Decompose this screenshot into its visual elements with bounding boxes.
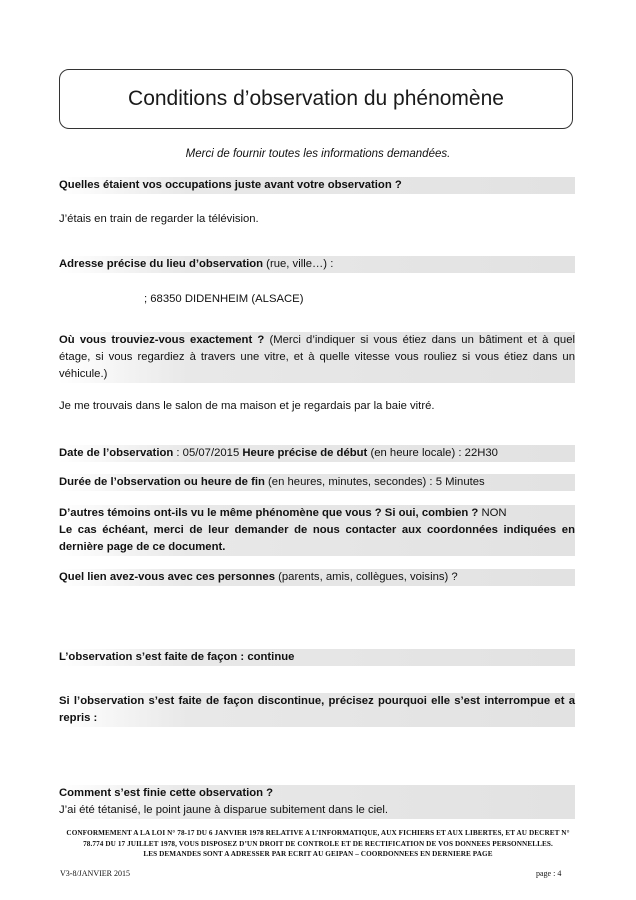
question-relation: Quel lien avez-vous avec ces personnes (parents, amis, collègues, voisins) ?: [59, 569, 575, 586]
subtitle: Merci de fournir toutes les informations demandées.: [185, 148, 451, 160]
answer-occupations: J’étais en train de regarder la télévision.: [59, 213, 259, 225]
question-occupations: Quelles étaient vos occupations juste avant votre observation ?: [59, 177, 575, 194]
question-mode: L’observation s’est faite de façon : continue: [59, 649, 575, 666]
question-duration: Durée de l’observation ou heure de fin (en heures, minutes, secondes) : 5 Minutes: [59, 474, 575, 491]
legal-footer: [60, 828, 576, 860]
question-location: Où vous trouviez-vous exactement ? (Merci d’indiquer si vous étiez dans un bâtiment et à quel étage, si vous regardiez à travers une vitre, et à quelle vitesse vous rouliez si vous étiez dans un véhicule.): [59, 332, 575, 383]
question-address: Adresse précise du lieu d’observation (rue, ville…) :: [59, 256, 575, 273]
answer-location: Je me trouvais dans le salon de ma maison et je regardais par la baie vitré.: [59, 400, 435, 412]
answer-address: ; 68350 DIDENHEIM (ALSACE): [144, 293, 304, 305]
question-date: Date de l’observation : 05/07/2015 Heure précise de début (en heure locale) : 22H30: [59, 445, 575, 462]
legal-contact: LES DEMANDES SONT A ADRESSER PAR ECRIT AU GEIPAN – COORDONNEES EN DERNIERE PAGE: [143, 850, 493, 858]
title-box: [59, 69, 573, 129]
legal-text: CONFORMEMENT A LA LOI N° 78-17 DU 6 JANVIER 1978 RELATIVE A L’INFORMATIQUE, AUX FICHIERS ET AUX LIBERTES, ET AU DECRET N° 78.774 DU 17 JUILLET 1978, VOUS DISPOSEZ D’UN DROIT DE CONTROLE ET DE RECTIFICATION DE VOS DONNEES PERSONNELLES.: [66, 829, 570, 848]
question-end: Comment s’est finie cette observation ? J’ai été tétanisé, le point jaune à disparue subitement dans le ciel.: [59, 785, 575, 819]
page-title: Conditions d’observation du phénomène: [128, 87, 504, 110]
question-discontinuous: Si l’observation s’est faite de façon discontinue, précisez pourquoi elle s’est interrompue et a repris :: [59, 693, 575, 727]
page-number: page : 4: [536, 869, 562, 878]
witness-value: NON: [478, 507, 507, 519]
answer-end: J’ai été tétanisé, le point jaune à disparue subitement dans le ciel.: [59, 804, 389, 816]
version-label: V3-8/JANVIER 2015: [60, 869, 130, 878]
duration-value: 5 Minutes: [435, 476, 485, 488]
question-witnesses: D’autres témoins ont-ils vu le même phénomène que vous ? Si oui, combien ? NON Le cas échéant, merci de leur demander de nous contacter aux coordonnées indiquées en dernière page de ce document.: [59, 505, 575, 556]
start-time-value: 22H30: [464, 447, 498, 459]
